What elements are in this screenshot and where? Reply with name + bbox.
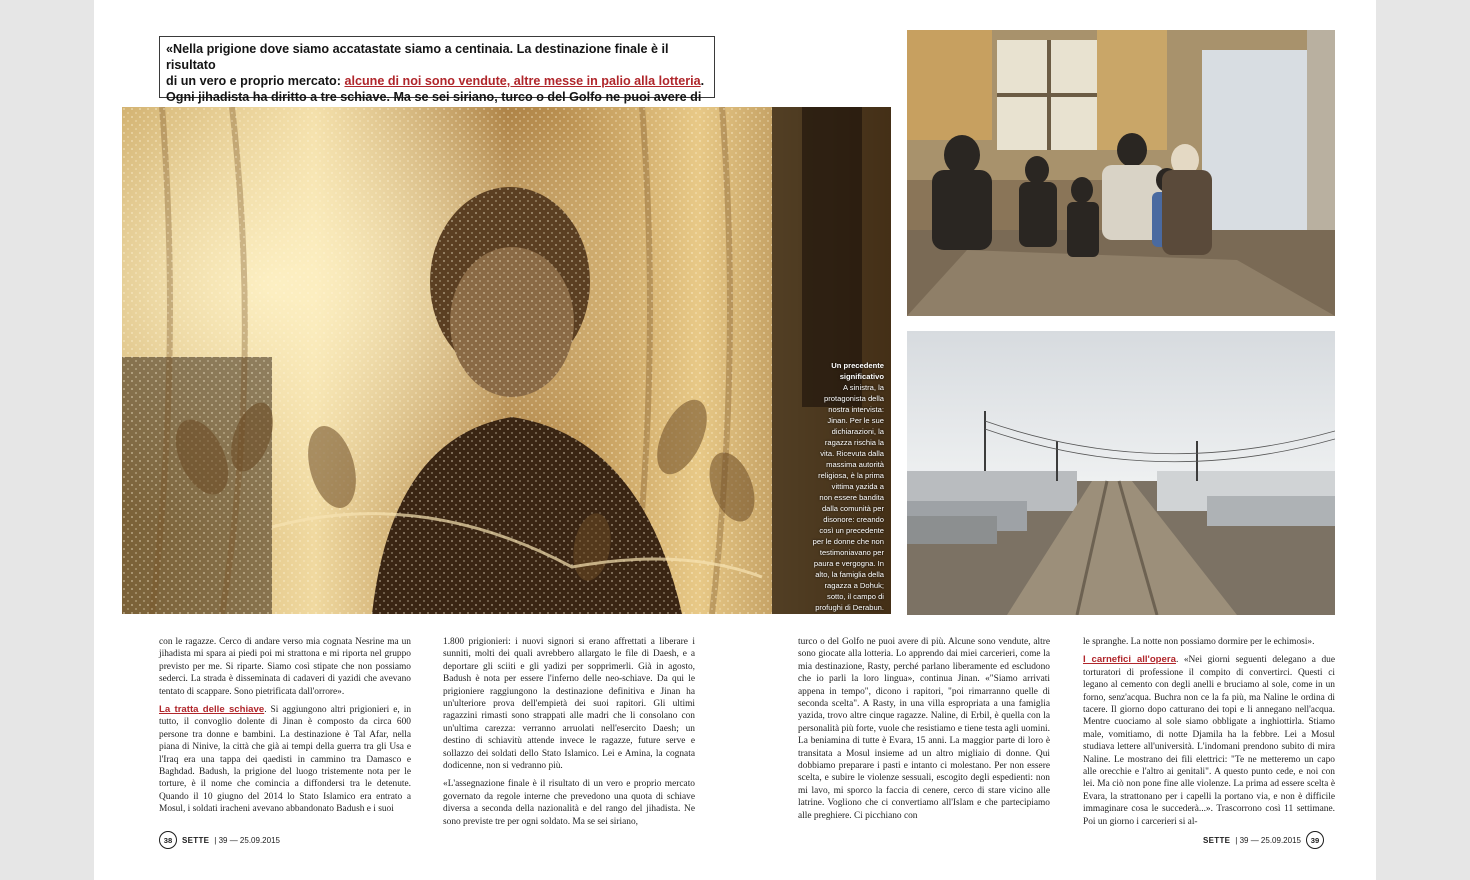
caption-title-1: Un precedente	[831, 361, 884, 370]
subheading-carnefici: I carnefici all'opera	[1083, 654, 1176, 666]
column-4-paragraph-1: le spranghe. La notte non possiamo dormire per le echimosi».	[1083, 637, 1315, 647]
caption-line: disonore: creando	[823, 515, 884, 524]
refugee-camp-photo-image	[907, 331, 1335, 615]
pull-quote-line-3: Ogni jihadista ha diritto a tre schiave. Ma se sei siriano, turco o del Golfo ne puoi avere di	[166, 90, 702, 104]
family-photo-image	[907, 30, 1335, 316]
caption-line: alto, la famiglia della	[815, 570, 884, 579]
photo-caption	[806, 360, 884, 613]
text-column-1	[159, 636, 411, 822]
caption-line: così un precedente	[819, 526, 884, 535]
caption-title-2: significativo	[839, 372, 884, 381]
caption-line: paura e vergogna. In	[813, 559, 884, 568]
pull-quote-line-1: «Nella prigione dove siamo accatastate siamo a centinaia. La destinazione finale è il risultato	[166, 42, 669, 72]
refugee-camp-photo	[907, 331, 1335, 615]
page-number-right: 39	[1306, 831, 1324, 849]
pull-quote-line-2	[166, 73, 708, 89]
caption-line: testimoniavano per	[819, 548, 884, 557]
caption-line: Jinan. Per le sue	[827, 416, 884, 425]
column-3-paragraph-1: turco o del Golfo ne puoi avere di più. Alcune sono vendute, altre sono giocate alla lotteria. Lo apprendo dai miei carcerieri, come la mia destinazione, Rasty, perché parlano liberamente ed escludono che io parli la loro lingua», continua Jinan. «"Siamo arrivati appena in tempo", dicono i rapitori, "poi rimarranno quelle di seconda scelta". A Rasty, in una villa espropriata a una famiglia yazida, trovo altre cinque ragazze. Naline, di Erbil, è quella con la personalità più forte, vuole che resistiamo e tiene testa agli uomini. La beniamina di tutte è Evara, 15 anni. La maggior parte di loro è transitata a Mosul insieme ad un altro migliaio di donne. Qui dobbiamo preparare i pasti e intanto ci molestano. Per non essere scelta, e subire le violenze sessuali, escogito degli espedienti: non mi lavo, mi sporco la faccia di cenere, cerco di stare vicino alle latrine. Vogliono che ci convertiamo all'Islam e che partecipiamo alle preghiere. Ci picchiano con	[798, 637, 1050, 821]
caption-line: vittima yazida a	[831, 482, 884, 491]
subheading-tratta: La tratta delle schiave	[159, 704, 265, 716]
caption-line: dalla comunità per	[821, 504, 884, 513]
caption-line: A sinistra, la	[843, 383, 884, 392]
issue-date-right: | 39 — 25.09.2015	[1235, 835, 1301, 845]
column-4-paragraph-2	[1083, 654, 1335, 828]
caption-line: nostra intervista:	[828, 405, 884, 414]
page-number-left: 38	[159, 831, 177, 849]
caption-line: non essere bandita	[819, 493, 884, 502]
magazine-brand-right: SETTE	[1203, 835, 1231, 845]
text-column-2	[443, 636, 695, 834]
caption-line: ragazza rischia la	[824, 438, 884, 447]
column-1-paragraph-2-text: . Si aggiungono altri prigionieri e, in tutto, il convoglio dolente di Jinan è composto da circa 600 persone tra donne e bambini. La destinazione è Tal Afar, nella piana di Ninive, la città che già ai tempi della guerra tra gli Usa e l'Iraq era una tappa dei qaedisti in cammino tra Damasco e Baghdad. Badush, la prigione del luogo tristemente nota per le torture, è il nome che comincia a diffondersi tra le detenute. Quando il 10 giugno del 2014 lo Stato Islamico era entrato a Mosul, i soldati iracheni avevano abbandonato Badush e i suoi	[159, 705, 412, 815]
column-2-paragraph-1: 1.800 prigionieri: i nuovi signori si erano affrettati a liberare i sunniti, molti dei quali avrebbero allargato le file di Daesh, e a deportare gli sciiti e gli yadizi per sopprimerli. Già in agosto, Badush è nota per essere l'inferno delle neo-schiave. Da qui le prigioniere raggiungono la destinazione definitiva e Jinan ha un'ulteriore prova dell'empietà dei suoi rapitori. Gli ultimi ragazzini rimasti sono strappati alle madri che li consolano con un'ultima carezza: verranno arruolati nell'esercito Daesh; un destino di schiavitù attende invece le ragazze, future serve e sollazzo dei soldati dello Stato Islamico. Lei e Amina, la cognata dodicenne, non si vedranno più.	[443, 637, 695, 772]
column-1-paragraph-1: con le ragazze. Cerco di andare verso mia cognata Nesrine ma un jihadista mi spara ai piedi poi mi strattona e mi riporta nel gruppo previsto per me. Si riparte. Siamo così stipate che non possiamo sederci. La strada è disseminata di cadaveri di yazidi che avevano tentato di scappare. Sono pietrificata dall'orrore».	[159, 637, 411, 697]
main-photo-girl-curtain	[122, 107, 891, 614]
caption-line: profughi di Derabun.	[815, 603, 884, 612]
caption-line: per le donne che non	[812, 537, 884, 546]
pull-quote-line-2-end: .	[700, 74, 705, 88]
column-2-paragraph-2: «L'assegnazione finale è il risultato di un vero e proprio mercato governato da regole interne che prevedono una quota di schiave diversa a seconda della nazionalità e del rango del jihadista. Ne sono previste tre per ogni soldato. Ma se sei siriano,	[443, 779, 695, 827]
caption-body	[806, 382, 884, 613]
pull-quote-line-2-start: di un vero e proprio mercato:	[166, 74, 345, 88]
folio-left	[159, 831, 280, 849]
column-4-paragraph-2-text: . «Nei giorni seguenti delegano a due torturatori di professione il compito di convertirci. Questi ci legano al cemento con degli anelli e bruciamo al sole, come in un forno, senz'acqua. Buchra non ce la fa più, ma Naline le ordina di tacere. Il giorno dopo catturano dei topi e li annegano nell'acqua. Mentre cuociamo al sole siamo obbligate a inghiottirla. Stiamo male, vomitiamo, di notte Djamila ha la febbre. Lei a Mosul studiava lettere all'università. L'indomani prendono subito di mira Naline. Le mostrano dei fili elettrici: "Te ne metteremo un capo alle orecchie e l'altro ai genitali". A questo punto cede, e noi con lei. Ma ciò non pone fine alle violenze. La prima ad essere scelta è Evara, la strattonano per i capelli la portano via, e non è difficile immaginare cosa le succederà...». Trascorrono così 11 settimane. Poi un giorno i carcerieri si al-	[1083, 655, 1335, 827]
caption-line: vita. Ricevuta dalla	[820, 449, 884, 458]
magazine-brand-left: SETTE	[182, 835, 210, 845]
caption-line: massima autorità	[826, 460, 884, 469]
folio-right	[1203, 831, 1324, 849]
main-photo-image	[122, 107, 891, 614]
family-photo	[907, 30, 1335, 316]
caption-line: ragazza a Dohuk;	[824, 581, 884, 590]
pull-quote-highlight: alcune di noi sono vendute, altre messe in palio alla lotteria	[344, 74, 701, 88]
caption-line: dichiarazioni, la	[831, 427, 884, 436]
text-column-4	[1083, 636, 1335, 834]
caption-line: protagonista della	[824, 394, 884, 403]
issue-date-left: | 39 — 25.09.2015	[214, 835, 280, 845]
caption-line: religiosa, è la prima	[818, 471, 884, 480]
text-column-3	[798, 636, 1050, 828]
pull-quote	[159, 36, 715, 104]
column-1-paragraph-2	[159, 704, 411, 816]
caption-line: sotto, il campo di	[827, 592, 884, 601]
